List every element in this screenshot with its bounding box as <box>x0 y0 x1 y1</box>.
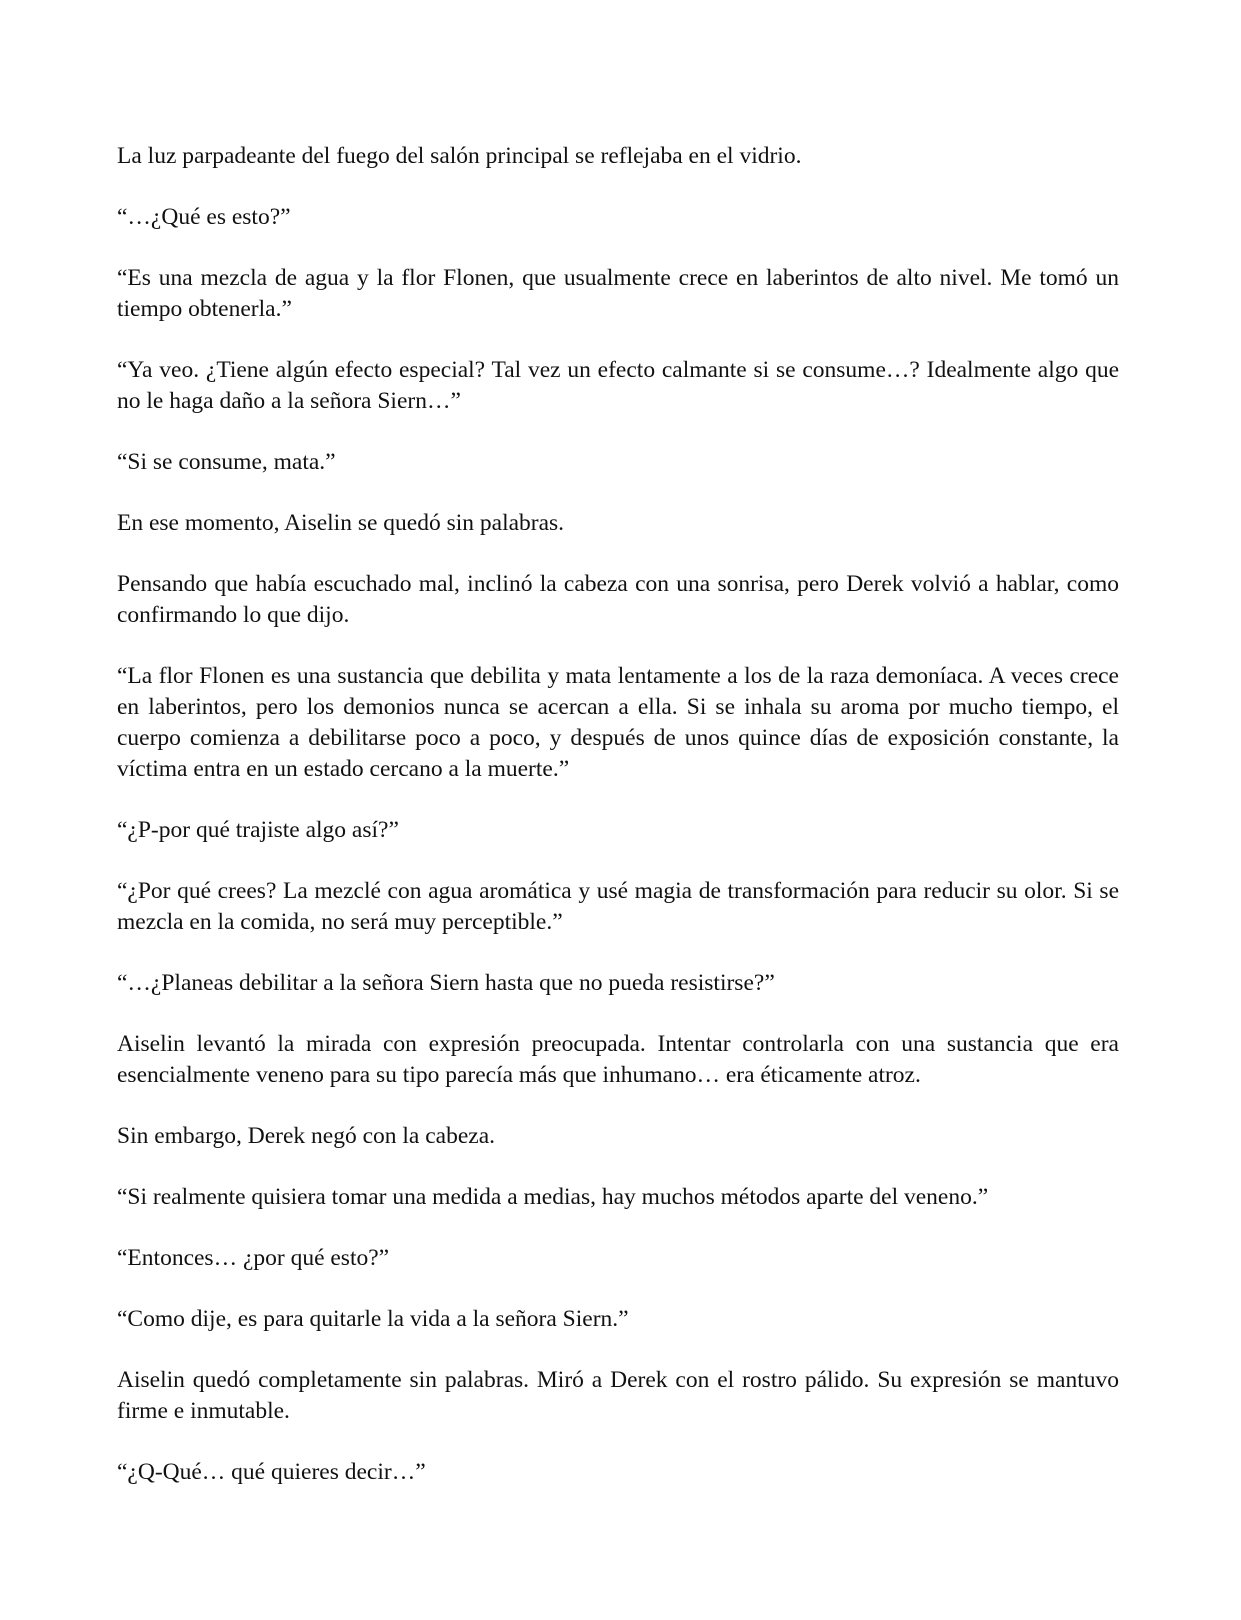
paragraph: “…¿Planeas debilitar a la señora Siern hasta que no pueda resistirse?” <box>117 970 775 996</box>
paragraph: “¿P-por qué trajiste algo así?” <box>117 817 399 843</box>
paragraph: “Como dije, es para quitarle la vida a la señora Siern.” <box>117 1306 629 1332</box>
paragraph: “¿Q-Qué… qué quieres decir…” <box>117 1459 426 1485</box>
paragraph: Aiselin levantó la mirada con expresión preocupada. Intentar controlarla con una sustancia que era esencialmente veneno para su tipo parecía más que inhumano… era éticamente atroz. <box>117 1031 1119 1088</box>
paragraph: “Si realmente quisiera tomar una medida a medias, hay muchos métodos aparte del veneno.” <box>117 1184 989 1210</box>
paragraph: “¿Por qué crees? La mezclé con agua aromática y usé magia de transformación para reducir su olor. Si se mezcla en la comida, no será muy perceptible.” <box>117 878 1119 935</box>
paragraph: “Ya veo. ¿Tiene algún efecto especial? Tal vez un efecto calmante si se consume…? Idealmente algo que no le haga daño a la señora Siern…” <box>117 357 1119 414</box>
paragraph: Sin embargo, Derek negó con la cabeza. <box>117 1123 496 1149</box>
paragraph: “…¿Qué es esto?” <box>117 204 291 230</box>
paragraph: Pensando que había escuchado mal, inclinó la cabeza con una sonrisa, pero Derek volvió a hablar, como confirmando lo que dijo. <box>117 571 1119 628</box>
paragraph: “Es una mezcla de agua y la flor Flonen, que usualmente crece en laberintos de alto nivel. Me tomó un tiempo obtenerla.” <box>117 265 1119 322</box>
document-body <box>117 141 1119 1488</box>
paragraph: Aiselin quedó completamente sin palabras. Miró a Derek con el rostro pálido. Su expresión se mantuvo firme e inmutable. <box>117 1367 1119 1424</box>
paragraph: “La flor Flonen es una sustancia que debilita y mata lentamente a los de la raza demoníaca. A veces crece en laberintos, pero los demonios nunca se acercan a ella. Si se inhala su aroma por mucho tiempo, el cuerpo comienza a debilitarse poco a poco, y después de unos quince días de exposición constante, la víctima entra en un estado cercano a la muerte.” <box>117 663 1119 782</box>
paragraph: “Si se consume, mata.” <box>117 449 336 475</box>
paragraph: “Entonces… ¿por qué esto?” <box>117 1245 390 1271</box>
paragraph: La luz parpadeante del fuego del salón principal se reflejaba en el vidrio. <box>117 143 802 169</box>
paragraph: En ese momento, Aiselin se quedó sin palabras. <box>117 510 565 536</box>
